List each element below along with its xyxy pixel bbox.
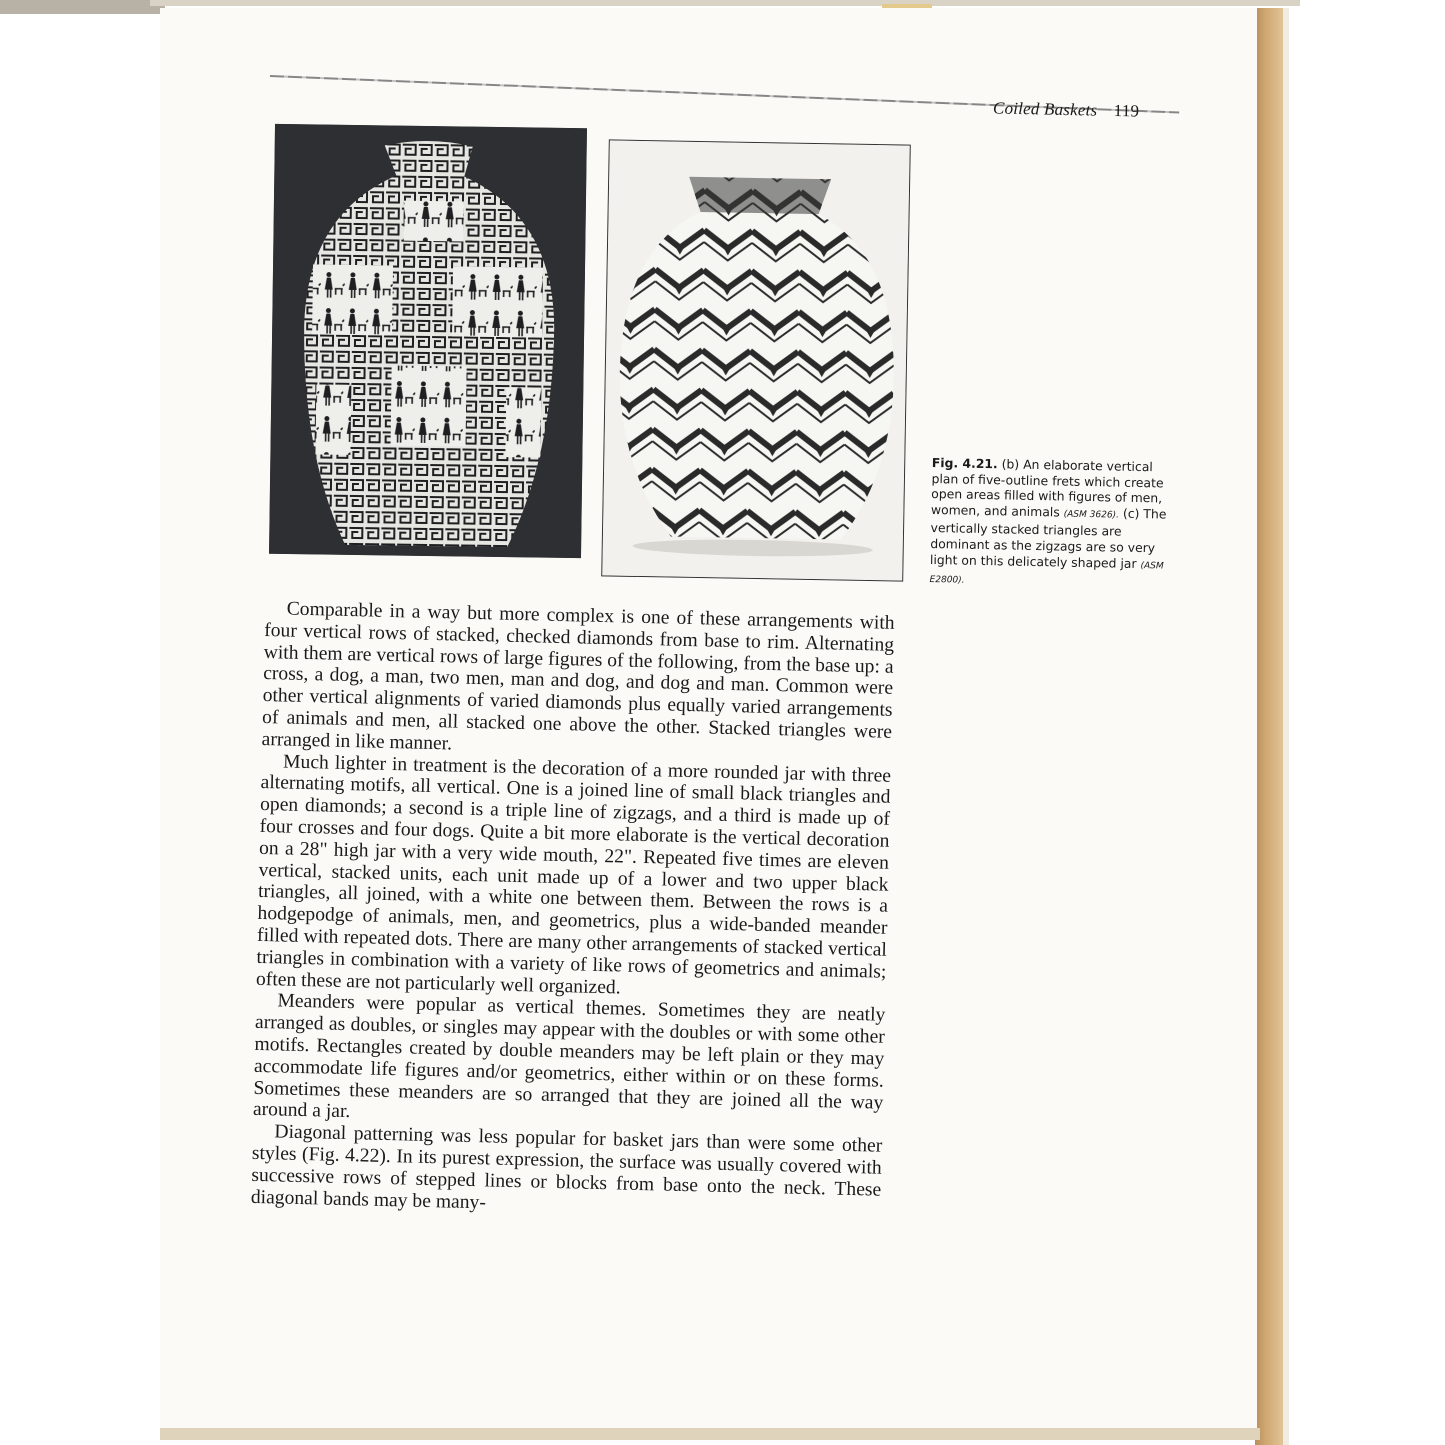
paragraph: Much lighter in treatment is the decoration of a more rounded jar with three alternating motifs, all vertical. One is a joined line of small black triangles and open diamonds; a second is a triple line of zigzags, and a third is made up of four crosses and four dogs. Quite a bit more elaborate is the vertical decoration on a 28" high jar with a very wide mouth, 22". Repeated five times are eleven vertical, stacked units, each unit made up of a lower and two upper black triangles, all joined, with a white one between them. Between the rows is a hodgepodge of animals, men, and geometrics, plus a wide-banded meander filled with repeated dots. There are many other arrangements of stacked vertical triangles in combination with a variety of like rows of geometrics and animals; often these are not particularly well organized. xyxy=(255,751,892,999)
paragraph: Comparable in a way but more complex is one of these arrangements with four vertical rows of stacked, checked diamonds from base to rim. Alternating with them are vertical rows of large figures of the following, from the base up: a cross, a dog, a man, two men, man and dog, and dog and man. Common were other vertical alignments of varied diamonds plus equally varied arrangements of animals and men, all stacked one above the other. Stacked triangles were arranged in like manner. xyxy=(261,598,895,755)
figure-caption xyxy=(929,455,1182,594)
patterned-basket-jar-icon xyxy=(269,124,587,558)
running-head-title: Coiled Baskets xyxy=(992,98,1098,120)
body-text xyxy=(251,598,895,1223)
caption-part-b: (b) An elaborate vertical plan of five-outline frets which create open areas filled with figures of men, women, and animals xyxy=(930,456,1164,520)
page-edge-strip xyxy=(1283,8,1289,1445)
page-number: 119 xyxy=(1113,100,1140,121)
book-bottom-edge xyxy=(160,1428,1260,1440)
book-cover-edge xyxy=(1255,8,1285,1445)
running-head xyxy=(993,98,1140,121)
triangle-basket-jar-icon xyxy=(602,140,910,580)
figure-c-photo xyxy=(601,139,911,581)
paragraph: Meanders were popular as vertical themes. Sometimes they are neatly arranged as doubles, or singles may appear with the doubles or with some other motifs. Rectangles created by double meanders may be left plain or they may accommodate life figures and/or geometrics, either within or on these forms. Sometimes these meanders are so arranged that they are joined all the way around a jar. xyxy=(252,990,886,1123)
figure-label: Fig. 4.21. xyxy=(931,455,998,472)
book-left-edge xyxy=(0,0,165,14)
caption-part-c: (c) The vertically stacked triangles are dominant as the zigzags are so very light on this delicately shaped jar xyxy=(929,505,1167,571)
caption-ref-b: (ASM 3626). xyxy=(1063,509,1120,521)
paragraph: Diagonal patterning was less popular for basket jars than were some other styles (Fig. 4.22). In its purest expression, the surface was usually covered with successive rows of stepped lines or blocks from base onto the neck. These diagonal bands may be many- xyxy=(250,1121,883,1213)
figure-b-photo xyxy=(269,124,587,558)
caption-ref-c: (ASM E2800). xyxy=(929,560,1164,586)
book-top-edge xyxy=(150,0,1300,6)
